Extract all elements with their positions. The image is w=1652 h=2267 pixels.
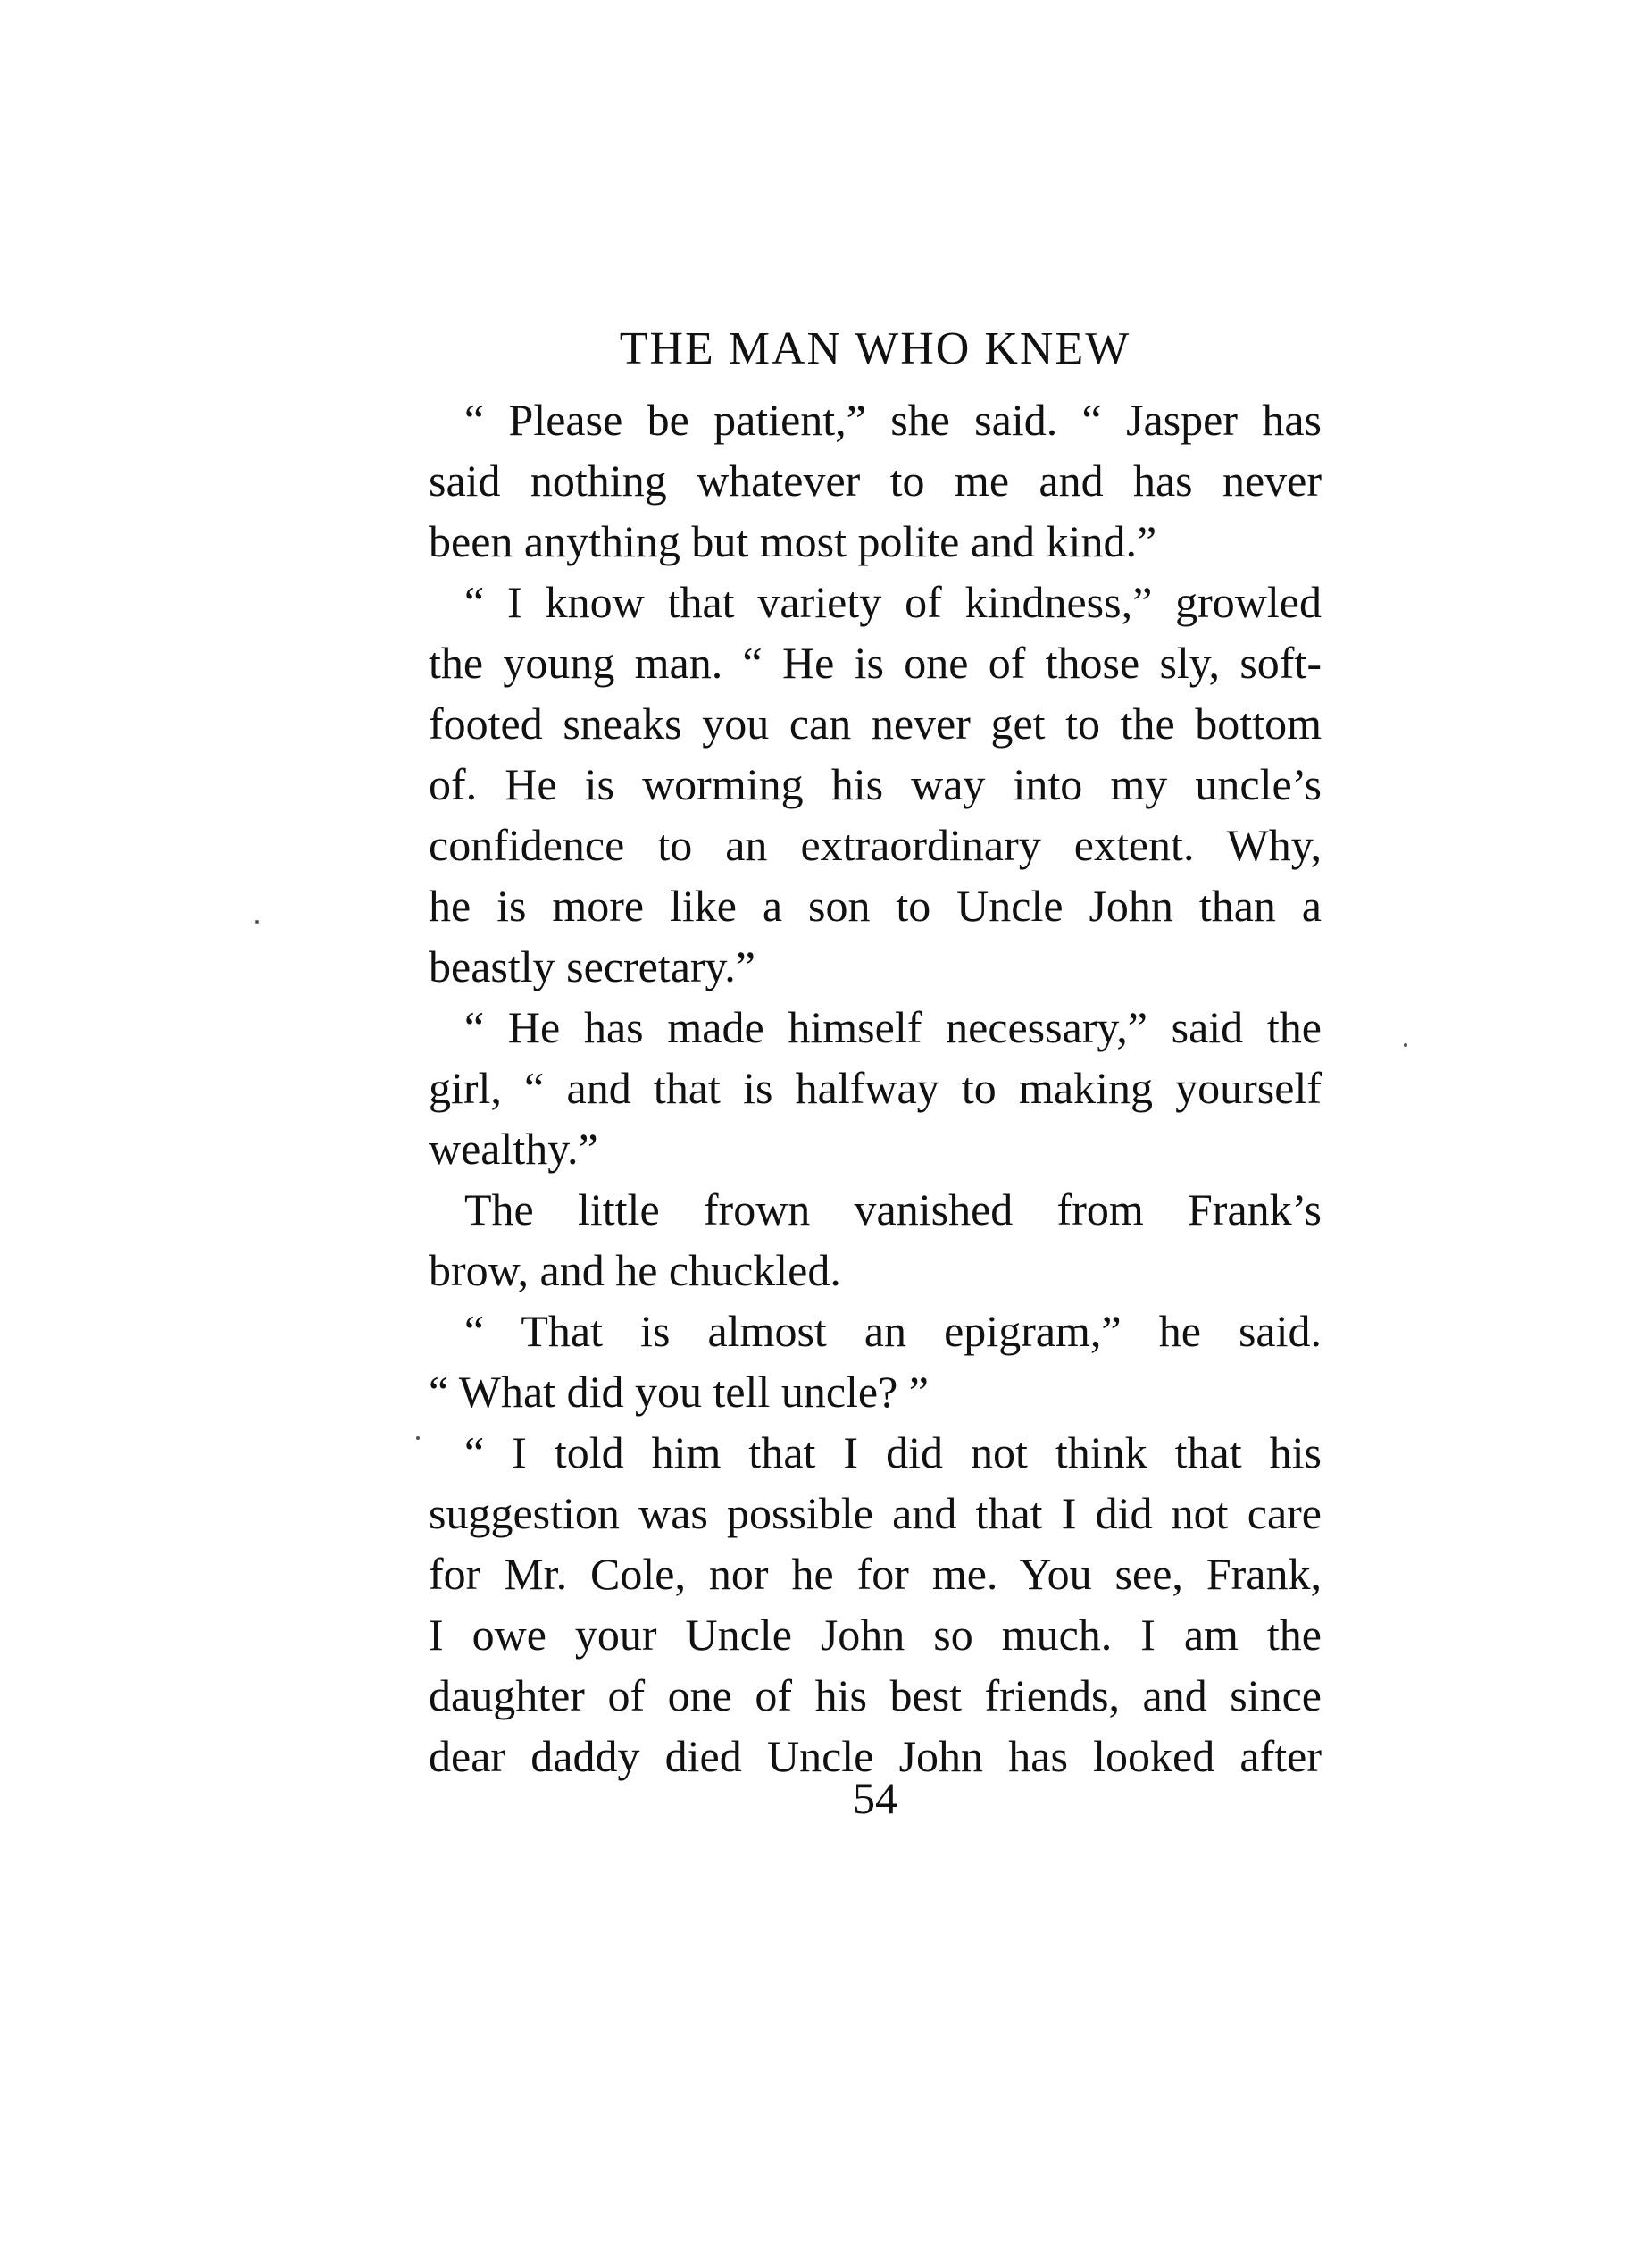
running-head: THE MAN WHO KNEW [619, 323, 1131, 374]
text-line: brow, and he chuckled. [429, 1245, 841, 1295]
text-line: daughter of one of his best friends, and since [429, 1670, 1322, 1720]
text-line: been anything but most polite and kind.” [429, 516, 1157, 566]
scan-speck [416, 1436, 420, 1440]
text-line: “ I know that variety of kindness,” growled [464, 577, 1322, 627]
text-line: beastly secretary.” [429, 941, 755, 991]
text-line: the young man. “ He is one of those sly, soft- [429, 638, 1322, 688]
text-line: footed sneaks you can never get to the bottom [429, 699, 1322, 749]
text-line: he is more like a son to Uncle John than a [429, 881, 1322, 931]
text-line: for Mr. Cole, nor he for me. You see, Frank, [429, 1549, 1322, 1599]
text-line: “ He has made himself necessary,” said the [464, 1002, 1322, 1052]
text-line: “ What did you tell uncle? ” [429, 1367, 929, 1417]
text-line: “ I told him that I did not think that his [464, 1427, 1322, 1477]
text-line: I owe your Uncle John so much. I am the [429, 1610, 1322, 1660]
text-line: The little frown vanished from Frank’s [464, 1184, 1322, 1234]
text-line: girl, “ and that is halfway to making yourself [429, 1063, 1322, 1113]
scan-speck [1404, 1043, 1407, 1047]
page-number: 54 [853, 1773, 897, 1823]
text-line: wealthy.” [429, 1124, 598, 1174]
text-line: “ That is almost an epigram,” he said. [464, 1306, 1322, 1356]
text-line: dear daddy died Uncle John has looked after [429, 1731, 1322, 1781]
text-line: “ Please be patient,” she said. “ Jasper has [464, 395, 1322, 445]
text-line: said nothing whatever to me and has never [429, 456, 1322, 506]
body-text [429, 389, 1322, 1786]
scan-speck [255, 920, 259, 924]
text-line: suggestion was possible and that I did not care [429, 1488, 1322, 1538]
text-line: of. He is worming his way into my uncle’s [429, 759, 1322, 809]
text-line: confidence to an extraordinary extent. Why, [429, 820, 1322, 870]
